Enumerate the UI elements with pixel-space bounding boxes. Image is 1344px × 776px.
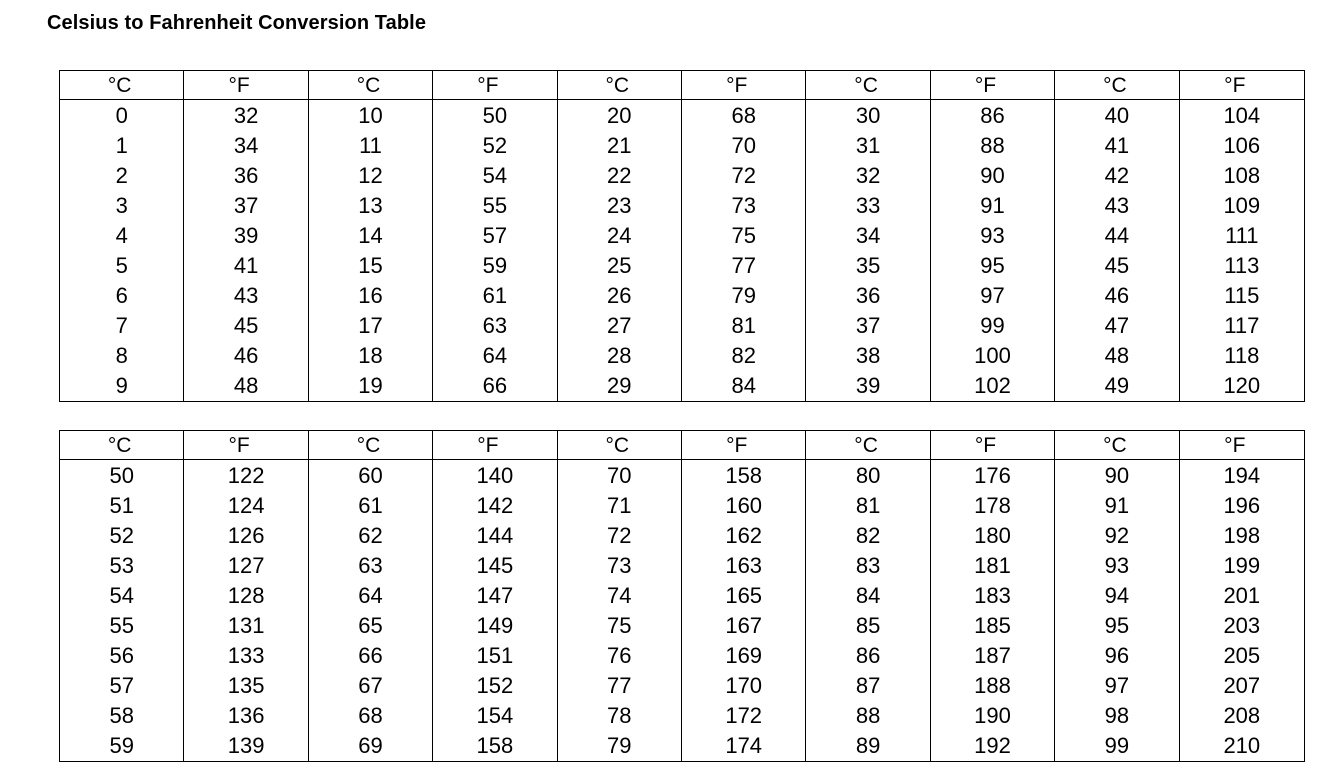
celsius-cell: 67 <box>358 673 383 698</box>
celsius-header: °C <box>558 431 681 460</box>
fahrenheit-cell: 82 <box>731 343 756 368</box>
celsius-cell: 2 <box>115 163 128 188</box>
fahrenheit-cell: 180 <box>974 523 1011 548</box>
fahrenheit-header: °F <box>931 71 1054 100</box>
celsius-cell: 57 <box>109 673 134 698</box>
fahrenheit-cell: 86 <box>980 103 1005 128</box>
fahrenheit-cell: 81 <box>731 313 756 338</box>
celsius-cell: 73 <box>607 553 632 578</box>
fahrenheit-cell: 163 <box>725 553 763 578</box>
fahrenheit-cell: 79 <box>731 283 756 308</box>
celsius-cell: 62 <box>358 523 383 548</box>
celsius-cell: 80 <box>855 463 881 488</box>
fahrenheit-cell: 203 <box>1223 613 1261 638</box>
fahrenheit-cell: 135 <box>227 673 265 698</box>
fahrenheit-cell: 187 <box>974 643 1011 668</box>
fahrenheit-cell: 199 <box>1223 553 1261 578</box>
fahrenheit-cell: 48 <box>233 373 259 398</box>
fahrenheit-cell: 72 <box>731 163 756 188</box>
celsius-cell: 26 <box>607 283 632 308</box>
celsius-header: °C <box>1055 71 1178 100</box>
fahrenheit-cell: 102 <box>974 373 1011 398</box>
fahrenheit-header: °F <box>1180 431 1304 460</box>
celsius-cell: 19 <box>358 373 383 398</box>
fahrenheit-cell: 108 <box>1223 163 1261 188</box>
fahrenheit-cell: 133 <box>227 643 265 668</box>
table-grid <box>60 431 1304 761</box>
celsius-cell: 88 <box>855 703 881 728</box>
fahrenheit-cell: 52 <box>482 133 508 158</box>
celsius-cell: 83 <box>855 553 881 578</box>
celsius-cell: 65 <box>358 613 383 638</box>
celsius-cell: 37 <box>855 313 881 338</box>
celsius-cell: 36 <box>855 283 881 308</box>
fahrenheit-column <box>1180 431 1304 761</box>
celsius-column <box>1055 431 1179 761</box>
celsius-cell: 96 <box>1104 643 1130 668</box>
fahrenheit-cell: 176 <box>974 463 1011 488</box>
celsius-cell: 63 <box>358 553 383 578</box>
fahrenheit-cell: 120 <box>1223 373 1261 398</box>
fahrenheit-cell: 100 <box>974 343 1011 368</box>
fahrenheit-cell: 66 <box>482 373 508 398</box>
fahrenheit-cell: 192 <box>974 733 1011 758</box>
celsius-cell: 1 <box>115 133 128 158</box>
celsius-header: °C <box>60 71 183 100</box>
celsius-cell: 75 <box>607 613 632 638</box>
fahrenheit-cell: 131 <box>227 613 265 638</box>
celsius-column <box>558 71 682 401</box>
celsius-column <box>806 71 930 401</box>
fahrenheit-cell: 84 <box>731 373 756 398</box>
fahrenheit-cell: 169 <box>725 643 763 668</box>
fahrenheit-header: °F <box>931 431 1054 460</box>
celsius-cell: 64 <box>358 583 383 608</box>
celsius-header: °C <box>309 431 432 460</box>
celsius-column <box>309 71 433 401</box>
celsius-header: °C <box>1055 431 1178 460</box>
celsius-column <box>60 71 184 401</box>
celsius-column <box>806 431 930 761</box>
fahrenheit-cell: 170 <box>725 673 763 698</box>
fahrenheit-column <box>1180 71 1304 401</box>
conversion-table-bottom <box>59 430 1305 762</box>
fahrenheit-cell: 196 <box>1223 493 1261 518</box>
celsius-cell: 35 <box>855 253 881 278</box>
celsius-cell: 17 <box>358 313 383 338</box>
celsius-cell: 59 <box>109 733 134 758</box>
fahrenheit-cell: 97 <box>980 283 1005 308</box>
celsius-cell: 32 <box>855 163 881 188</box>
fahrenheit-cell: 188 <box>974 673 1011 698</box>
table-grid <box>60 71 1304 401</box>
celsius-cell: 12 <box>358 163 383 188</box>
celsius-cell: 55 <box>109 613 134 638</box>
fahrenheit-cell: 172 <box>725 703 763 728</box>
fahrenheit-cell: 124 <box>227 493 265 518</box>
fahrenheit-cell: 113 <box>1224 253 1260 278</box>
fahrenheit-cell: 109 <box>1223 193 1261 218</box>
fahrenheit-cell: 136 <box>227 703 265 728</box>
celsius-cell: 98 <box>1104 703 1130 728</box>
fahrenheit-cell: 152 <box>476 673 514 698</box>
celsius-cell: 3 <box>115 193 128 218</box>
celsius-cell: 72 <box>607 523 632 548</box>
celsius-cell: 39 <box>855 373 881 398</box>
celsius-cell: 41 <box>1104 133 1130 158</box>
fahrenheit-cell: 139 <box>227 733 265 758</box>
fahrenheit-cell: 50 <box>482 103 508 128</box>
celsius-cell: 66 <box>358 643 383 668</box>
celsius-cell: 49 <box>1104 373 1130 398</box>
fahrenheit-cell: 201 <box>1223 583 1261 608</box>
fahrenheit-cell: 77 <box>731 253 756 278</box>
page-title: Celsius to Fahrenheit Conversion Table <box>47 12 427 34</box>
celsius-cell: 0 <box>115 103 128 128</box>
celsius-cell: 28 <box>607 343 632 368</box>
celsius-cell: 20 <box>607 103 632 128</box>
celsius-cell: 86 <box>855 643 881 668</box>
celsius-cell: 95 <box>1104 613 1130 638</box>
fahrenheit-header: °F <box>433 431 556 460</box>
fahrenheit-cell: 126 <box>227 523 265 548</box>
fahrenheit-cell: 54 <box>482 163 508 188</box>
fahrenheit-cell: 115 <box>1224 283 1260 308</box>
fahrenheit-cell: 127 <box>227 553 265 578</box>
celsius-header: °C <box>309 71 432 100</box>
celsius-cell: 78 <box>607 703 632 728</box>
celsius-cell: 51 <box>109 493 134 518</box>
fahrenheit-cell: 128 <box>227 583 265 608</box>
celsius-column <box>60 431 184 761</box>
fahrenheit-cell: 190 <box>974 703 1011 728</box>
celsius-cell: 18 <box>358 343 383 368</box>
celsius-cell: 14 <box>358 223 383 248</box>
celsius-cell: 16 <box>358 283 383 308</box>
celsius-cell: 34 <box>855 223 881 248</box>
celsius-cell: 99 <box>1104 733 1130 758</box>
fahrenheit-cell: 174 <box>725 733 763 758</box>
fahrenheit-cell: 144 <box>476 523 514 548</box>
fahrenheit-cell: 93 <box>980 223 1005 248</box>
fahrenheit-cell: 68 <box>731 103 756 128</box>
celsius-cell: 25 <box>607 253 632 278</box>
celsius-cell: 70 <box>607 463 632 488</box>
fahrenheit-cell: 167 <box>725 613 763 638</box>
celsius-cell: 82 <box>855 523 881 548</box>
fahrenheit-cell: 122 <box>227 463 265 488</box>
celsius-cell: 4 <box>115 223 128 248</box>
fahrenheit-cell: 160 <box>725 493 763 518</box>
fahrenheit-cell: 75 <box>731 223 756 248</box>
celsius-cell: 30 <box>855 103 881 128</box>
fahrenheit-cell: 151 <box>476 643 514 668</box>
fahrenheit-cell: 142 <box>476 493 514 518</box>
celsius-column <box>558 431 682 761</box>
celsius-cell: 58 <box>109 703 134 728</box>
fahrenheit-cell: 208 <box>1223 703 1261 728</box>
fahrenheit-cell: 207 <box>1223 673 1261 698</box>
celsius-cell: 44 <box>1104 223 1130 248</box>
fahrenheit-header: °F <box>184 431 307 460</box>
fahrenheit-cell: 117 <box>1224 313 1260 338</box>
fahrenheit-cell: 99 <box>980 313 1005 338</box>
celsius-cell: 8 <box>115 343 128 368</box>
fahrenheit-cell: 36 <box>233 163 259 188</box>
fahrenheit-column <box>682 71 806 401</box>
celsius-cell: 7 <box>115 313 128 338</box>
celsius-cell: 24 <box>607 223 632 248</box>
fahrenheit-cell: 149 <box>476 613 514 638</box>
fahrenheit-cell: 91 <box>980 193 1005 218</box>
celsius-cell: 22 <box>607 163 632 188</box>
fahrenheit-cell: 118 <box>1224 343 1260 368</box>
celsius-cell: 87 <box>855 673 881 698</box>
fahrenheit-cell: 88 <box>980 133 1005 158</box>
fahrenheit-cell: 158 <box>725 463 763 488</box>
fahrenheit-cell: 162 <box>725 523 763 548</box>
fahrenheit-cell: 32 <box>233 103 259 128</box>
celsius-cell: 68 <box>358 703 383 728</box>
fahrenheit-cell: 55 <box>482 193 508 218</box>
celsius-cell: 46 <box>1104 283 1130 308</box>
celsius-header: °C <box>806 431 929 460</box>
fahrenheit-cell: 183 <box>974 583 1011 608</box>
fahrenheit-column <box>433 431 557 761</box>
fahrenheit-header: °F <box>682 431 805 460</box>
celsius-cell: 27 <box>607 313 632 338</box>
celsius-cell: 6 <box>115 283 128 308</box>
celsius-cell: 38 <box>855 343 881 368</box>
fahrenheit-cell: 104 <box>1223 103 1261 128</box>
celsius-header: °C <box>60 431 183 460</box>
fahrenheit-header: °F <box>184 71 307 100</box>
celsius-cell: 15 <box>358 253 383 278</box>
celsius-cell: 74 <box>607 583 632 608</box>
fahrenheit-column <box>184 71 308 401</box>
celsius-column <box>1055 71 1179 401</box>
celsius-cell: 69 <box>358 733 383 758</box>
celsius-cell: 23 <box>607 193 632 218</box>
fahrenheit-cell: 43 <box>233 283 259 308</box>
fahrenheit-cell: 147 <box>476 583 514 608</box>
fahrenheit-cell: 59 <box>482 253 508 278</box>
celsius-column <box>309 431 433 761</box>
fahrenheit-cell: 39 <box>233 223 259 248</box>
celsius-cell: 47 <box>1104 313 1130 338</box>
fahrenheit-cell: 34 <box>233 133 259 158</box>
fahrenheit-cell: 198 <box>1223 523 1261 548</box>
fahrenheit-cell: 194 <box>1223 463 1261 488</box>
celsius-cell: 61 <box>358 493 383 518</box>
fahrenheit-cell: 106 <box>1223 133 1261 158</box>
fahrenheit-cell: 140 <box>476 463 514 488</box>
fahrenheit-cell: 73 <box>731 193 756 218</box>
celsius-cell: 21 <box>607 133 632 158</box>
celsius-cell: 89 <box>855 733 881 758</box>
fahrenheit-cell: 158 <box>476 733 514 758</box>
celsius-cell: 29 <box>607 373 632 398</box>
celsius-cell: 53 <box>109 553 134 578</box>
fahrenheit-cell: 46 <box>233 343 259 368</box>
celsius-cell: 77 <box>607 673 632 698</box>
celsius-cell: 76 <box>607 643 632 668</box>
fahrenheit-column <box>931 71 1055 401</box>
celsius-cell: 42 <box>1104 163 1130 188</box>
fahrenheit-cell: 61 <box>482 283 508 308</box>
fahrenheit-header: °F <box>682 71 805 100</box>
fahrenheit-cell: 111 <box>1225 223 1259 248</box>
conversion-table-top <box>59 70 1305 402</box>
celsius-cell: 54 <box>109 583 134 608</box>
celsius-cell: 31 <box>855 133 881 158</box>
celsius-cell: 33 <box>855 193 881 218</box>
celsius-cell: 13 <box>358 193 383 218</box>
celsius-cell: 10 <box>358 103 383 128</box>
fahrenheit-cell: 90 <box>980 163 1005 188</box>
celsius-cell: 60 <box>358 463 383 488</box>
fahrenheit-cell: 165 <box>725 583 763 608</box>
fahrenheit-cell: 154 <box>476 703 514 728</box>
celsius-cell: 5 <box>115 253 128 278</box>
fahrenheit-cell: 63 <box>482 313 508 338</box>
celsius-cell: 48 <box>1104 343 1130 368</box>
fahrenheit-cell: 95 <box>980 253 1005 278</box>
celsius-cell: 45 <box>1104 253 1130 278</box>
fahrenheit-cell: 210 <box>1223 733 1261 758</box>
fahrenheit-cell: 64 <box>482 343 508 368</box>
fahrenheit-cell: 178 <box>974 493 1011 518</box>
celsius-cell: 9 <box>115 373 128 398</box>
celsius-cell: 52 <box>109 523 134 548</box>
celsius-cell: 50 <box>109 463 134 488</box>
celsius-cell: 97 <box>1104 673 1130 698</box>
celsius-cell: 81 <box>855 493 881 518</box>
fahrenheit-cell: 181 <box>974 553 1011 578</box>
fahrenheit-column <box>433 71 557 401</box>
fahrenheit-column <box>184 431 308 761</box>
fahrenheit-cell: 145 <box>476 553 514 578</box>
celsius-cell: 84 <box>855 583 881 608</box>
celsius-header: °C <box>806 71 929 100</box>
celsius-cell: 92 <box>1104 523 1130 548</box>
celsius-cell: 93 <box>1104 553 1130 578</box>
fahrenheit-header: °F <box>433 71 556 100</box>
fahrenheit-cell: 70 <box>731 133 756 158</box>
celsius-cell: 71 <box>607 493 632 518</box>
fahrenheit-column <box>682 431 806 761</box>
celsius-header: °C <box>558 71 681 100</box>
celsius-cell: 43 <box>1104 193 1130 218</box>
fahrenheit-cell: 205 <box>1223 643 1261 668</box>
fahrenheit-cell: 37 <box>233 193 259 218</box>
fahrenheit-header: °F <box>1180 71 1304 100</box>
fahrenheit-cell: 185 <box>974 613 1011 638</box>
celsius-cell: 56 <box>109 643 134 668</box>
celsius-cell: 40 <box>1104 103 1130 128</box>
celsius-cell: 79 <box>607 733 632 758</box>
fahrenheit-column <box>931 431 1055 761</box>
fahrenheit-cell: 41 <box>233 253 259 278</box>
celsius-cell: 90 <box>1104 463 1130 488</box>
fahrenheit-cell: 45 <box>233 313 259 338</box>
celsius-cell: 85 <box>855 613 881 638</box>
celsius-cell: 94 <box>1104 583 1130 608</box>
celsius-cell: 91 <box>1104 493 1130 518</box>
celsius-cell: 11 <box>359 133 382 158</box>
fahrenheit-cell: 57 <box>482 223 508 248</box>
